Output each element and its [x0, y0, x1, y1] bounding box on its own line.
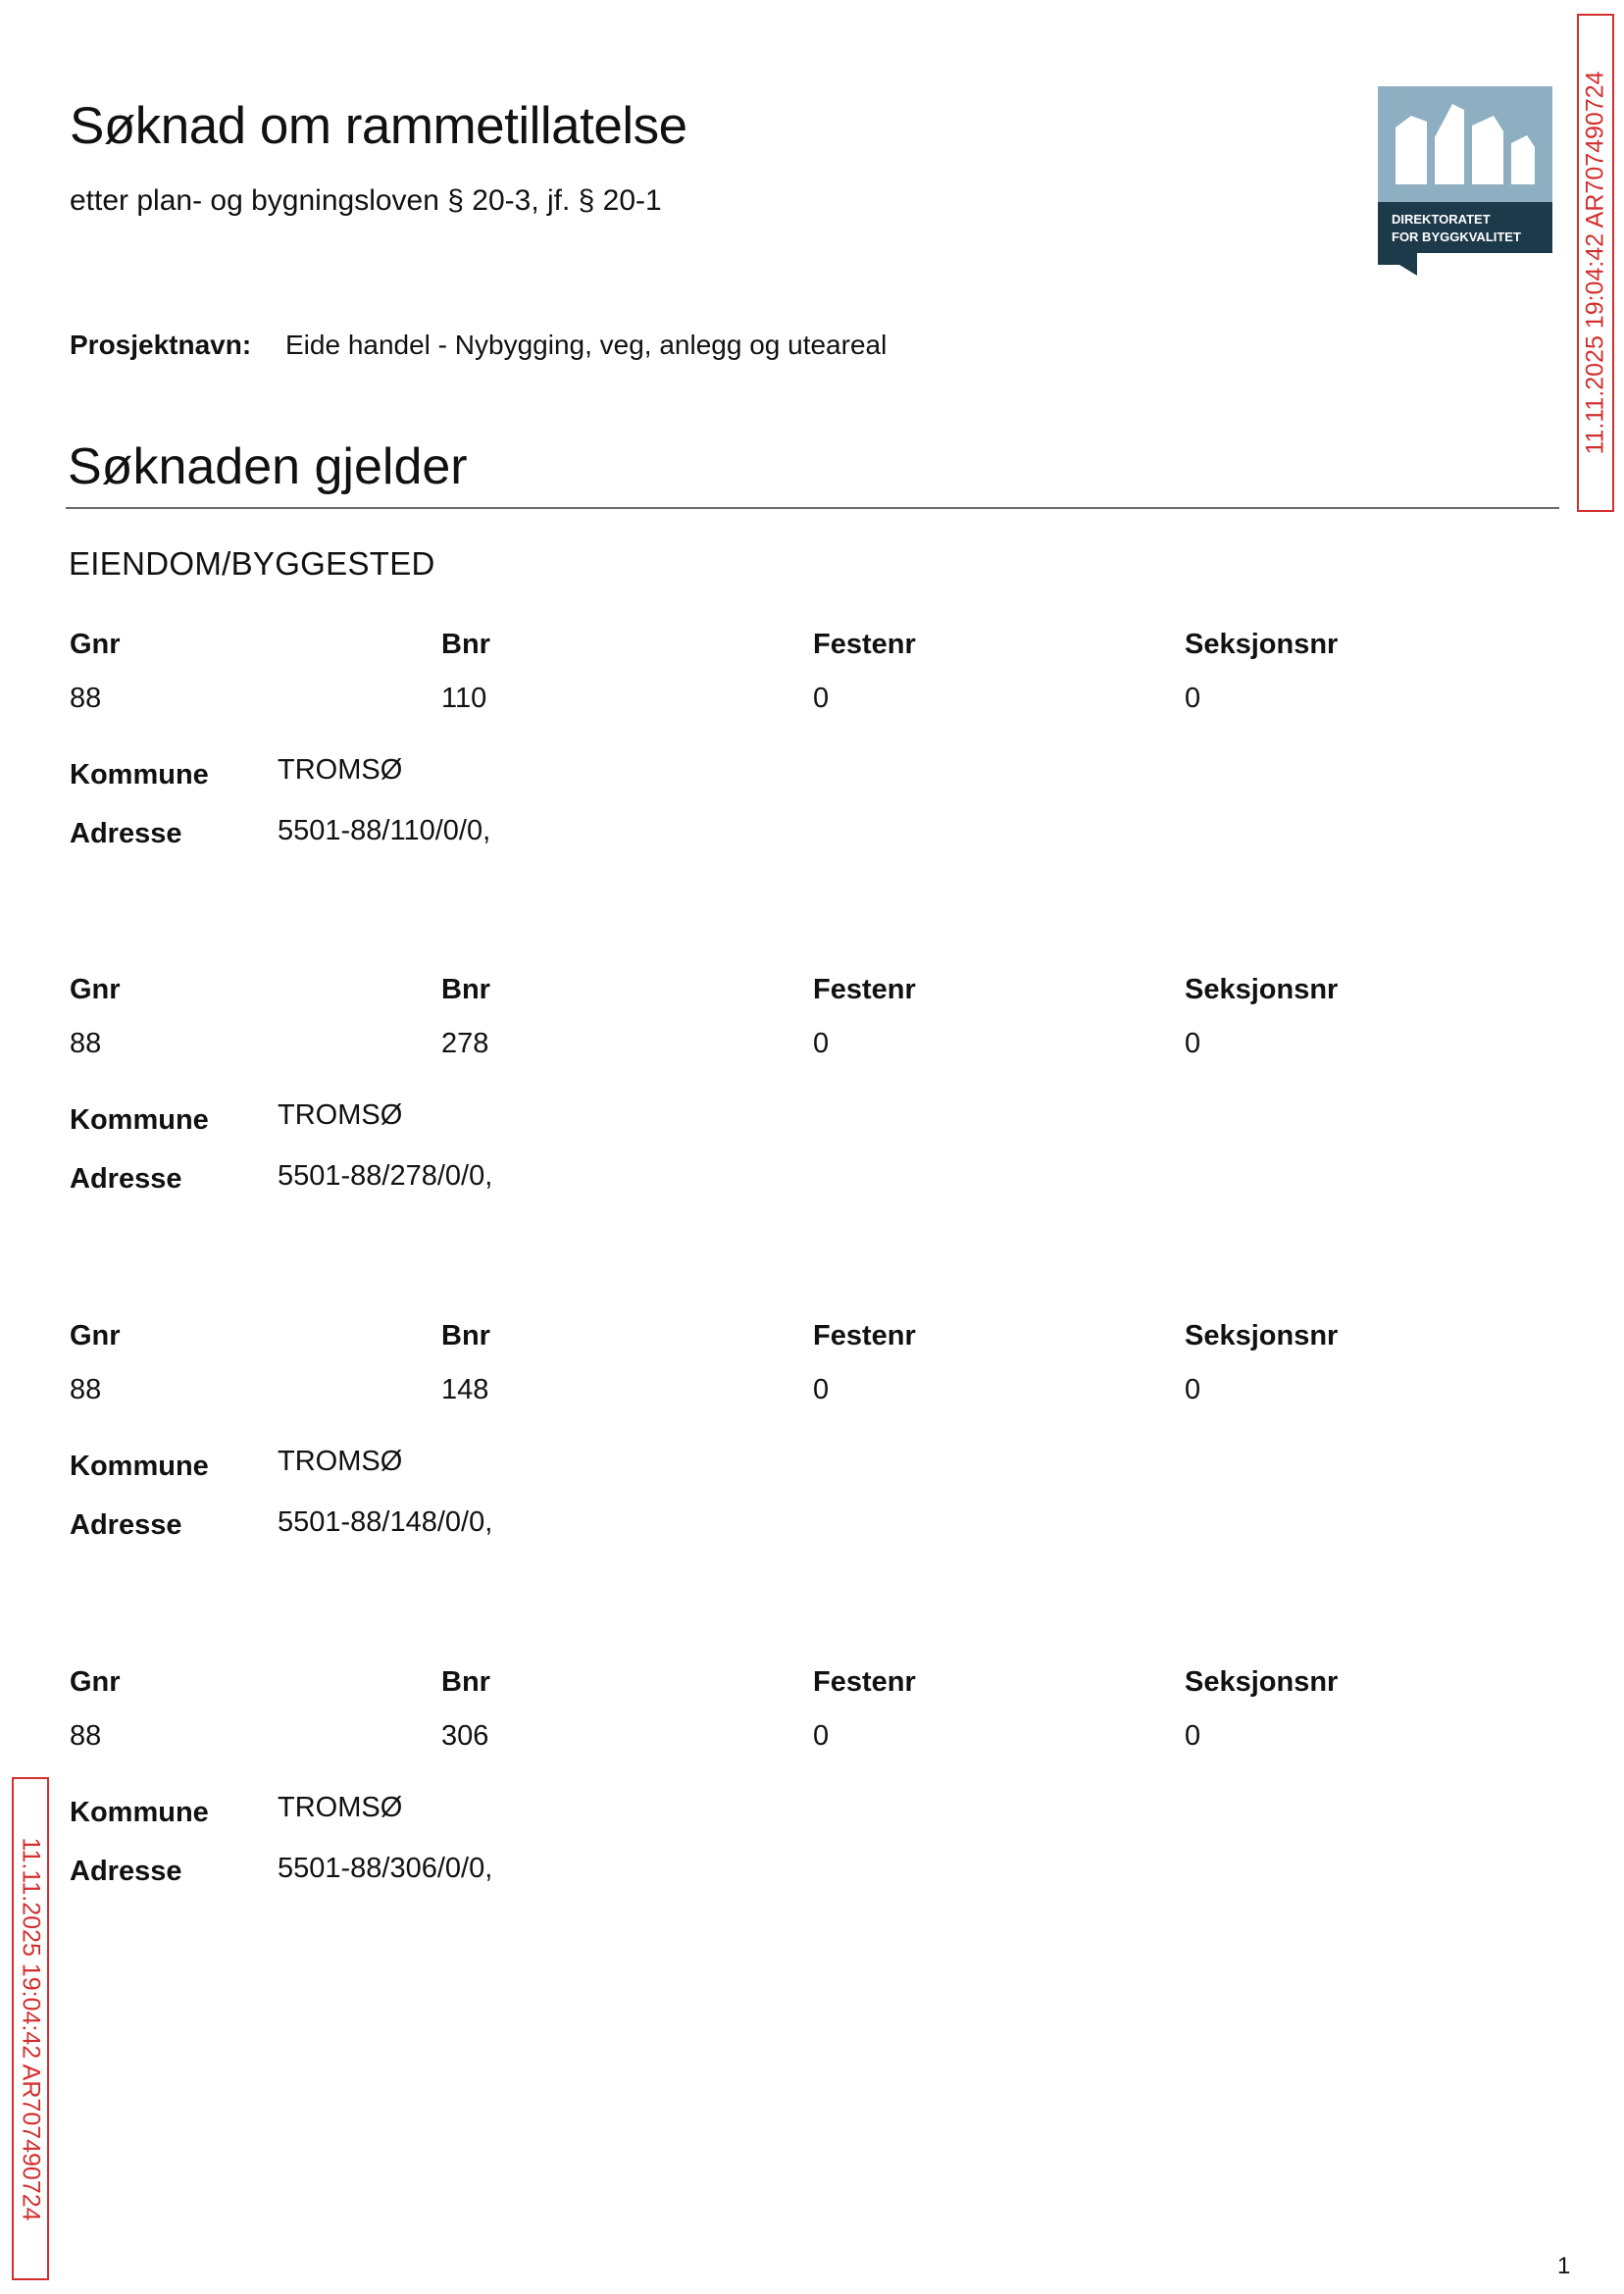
- adresse-label: Adresse: [70, 1509, 182, 1541]
- seksjonsnr-header: Seksjonsnr: [1185, 974, 1339, 1005]
- festenr-header: Festenr: [813, 974, 916, 1005]
- bnr-header: Bnr: [441, 974, 490, 1005]
- festenr-value: 0: [813, 683, 830, 714]
- festenr-value: 0: [813, 1028, 830, 1059]
- gnr-header: Gnr: [70, 1320, 121, 1351]
- timestamp-stamp-left-text: 11.11.2025 19:04:42 AR707490724: [17, 1836, 45, 2221]
- gnr-value: 88: [70, 1028, 102, 1059]
- kommune-value: TROMSØ: [278, 1792, 403, 1823]
- gnr-header: Gnr: [70, 1666, 121, 1698]
- bnr-value: 306: [441, 1720, 489, 1752]
- gnr-header: Gnr: [70, 629, 121, 660]
- bnr-value: 148: [441, 1374, 489, 1405]
- adresse-label: Adresse: [70, 818, 182, 849]
- timestamp-stamp-left: [12, 1777, 49, 2280]
- property-block: [0, 1666, 1624, 1921]
- festenr-header: Festenr: [813, 629, 916, 660]
- bnr-header: Bnr: [441, 629, 490, 660]
- kommune-label: Kommune: [70, 759, 209, 790]
- kommune-value: TROMSØ: [278, 1446, 403, 1477]
- bnr-value: 110: [441, 683, 487, 714]
- document-subtitle: etter plan- og bygningsloven § 20-3, jf. § 20-1: [70, 184, 662, 217]
- seksjonsnr-header: Seksjonsnr: [1185, 1666, 1339, 1698]
- bnr-header: Bnr: [441, 1320, 490, 1351]
- bnr-header: Bnr: [441, 1666, 490, 1698]
- seksjonsnr-value: 0: [1185, 1720, 1201, 1752]
- adresse-value: 5501-88/110/0/0,: [278, 815, 491, 846]
- timestamp-stamp-right-text: 11.11.2025 19:04:42 AR707490724: [1581, 71, 1609, 455]
- gnr-value: 88: [70, 1720, 102, 1752]
- festenr-value: 0: [813, 1720, 830, 1752]
- bnr-value: 278: [441, 1028, 489, 1059]
- kommune-value: TROMSØ: [278, 1099, 403, 1131]
- project-name-label: Prosjektnavn:: [70, 330, 252, 360]
- logo-text-line1: DIREKTORATET: [1392, 212, 1491, 227]
- adresse-value: 5501-88/278/0/0,: [278, 1160, 493, 1192]
- timestamp-stamp-right: [1577, 14, 1614, 512]
- property-block: [0, 974, 1624, 1229]
- seksjonsnr-value: 0: [1185, 683, 1201, 714]
- seksjonsnr-value: 0: [1185, 1374, 1201, 1405]
- gnr-value: 88: [70, 1374, 102, 1405]
- kommune-label: Kommune: [70, 1451, 209, 1482]
- adresse-value: 5501-88/148/0/0,: [278, 1506, 493, 1538]
- dibk-logo: [1378, 86, 1552, 276]
- kommune-label: Kommune: [70, 1797, 209, 1828]
- adresse-label: Adresse: [70, 1856, 182, 1887]
- gnr-value: 88: [70, 683, 102, 714]
- project-name-value: Eide handel - Nybygging, veg, anlegg og uteareal: [285, 330, 888, 360]
- logo-text-line2: FOR BYGGKVALITET: [1392, 229, 1521, 244]
- section-heading: Søknaden gjelder: [68, 438, 468, 495]
- kommune-value: TROMSØ: [278, 754, 403, 786]
- adresse-value: 5501-88/306/0/0,: [278, 1853, 493, 1884]
- seksjonsnr-value: 0: [1185, 1028, 1201, 1059]
- festenr-header: Festenr: [813, 1666, 916, 1698]
- seksjonsnr-header: Seksjonsnr: [1185, 1320, 1339, 1351]
- festenr-value: 0: [813, 1374, 830, 1405]
- adresse-label: Adresse: [70, 1163, 182, 1195]
- seksjonsnr-header: Seksjonsnr: [1185, 629, 1339, 660]
- section-divider: [66, 507, 1559, 509]
- property-block: [0, 629, 1624, 884]
- kommune-label: Kommune: [70, 1104, 209, 1136]
- document-title: Søknad om rammetillatelse: [70, 97, 687, 155]
- subsection-heading: EIENDOM/BYGGESTED: [69, 545, 435, 582]
- festenr-header: Festenr: [813, 1320, 916, 1351]
- property-block: [0, 1320, 1624, 1575]
- page-number: 1: [1557, 2253, 1571, 2279]
- gnr-header: Gnr: [70, 974, 121, 1005]
